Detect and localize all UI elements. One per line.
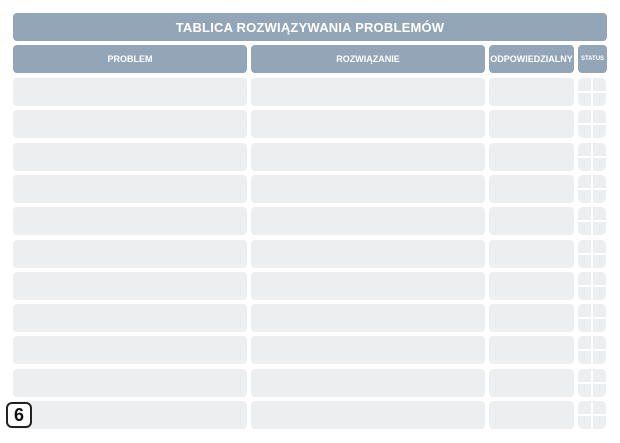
status-cell[interactable] bbox=[578, 369, 606, 397]
responsible-cell[interactable] bbox=[489, 78, 574, 106]
status-quadrant[interactable] bbox=[593, 384, 606, 397]
responsible-cell[interactable] bbox=[489, 175, 574, 203]
responsible-cell[interactable] bbox=[489, 304, 574, 332]
status-quadrant[interactable] bbox=[593, 190, 606, 203]
header-solution: ROZWIĄZANIE bbox=[251, 45, 485, 73]
header-problem: PROBLEM bbox=[13, 45, 247, 73]
status-quadrant[interactable] bbox=[578, 369, 591, 382]
responsible-cell[interactable] bbox=[489, 143, 574, 171]
responsible-cell[interactable] bbox=[489, 401, 574, 429]
status-quadrant[interactable] bbox=[593, 110, 606, 123]
solution-cell[interactable] bbox=[251, 240, 485, 268]
problem-cell[interactable] bbox=[13, 369, 247, 397]
status-quadrant[interactable] bbox=[578, 207, 591, 220]
solution-cell[interactable] bbox=[251, 369, 485, 397]
status-quadrant[interactable] bbox=[578, 384, 591, 397]
status-cell[interactable] bbox=[578, 78, 606, 106]
status-quadrant[interactable] bbox=[593, 78, 606, 91]
status-quadrant[interactable] bbox=[578, 190, 591, 203]
status-cell[interactable] bbox=[578, 401, 606, 429]
status-cell[interactable] bbox=[578, 175, 606, 203]
status-cell[interactable] bbox=[578, 143, 606, 171]
status-quadrant[interactable] bbox=[578, 401, 591, 414]
status-quadrant[interactable] bbox=[593, 175, 606, 188]
status-quadrant[interactable] bbox=[578, 255, 591, 268]
status-quadrant[interactable] bbox=[578, 336, 591, 349]
status-quadrant[interactable] bbox=[578, 287, 591, 300]
status-quadrant[interactable] bbox=[578, 319, 591, 332]
solution-cell[interactable] bbox=[251, 336, 485, 364]
responsible-cell[interactable] bbox=[489, 272, 574, 300]
status-quadrant[interactable] bbox=[593, 416, 606, 429]
solution-cell[interactable] bbox=[251, 272, 485, 300]
responsible-cell[interactable] bbox=[489, 369, 574, 397]
status-quadrant[interactable] bbox=[593, 222, 606, 235]
status-quadrant[interactable] bbox=[593, 369, 606, 382]
problem-cell[interactable] bbox=[13, 110, 247, 138]
problem-cell[interactable] bbox=[13, 336, 247, 364]
page-number: 6 bbox=[6, 402, 32, 428]
status-quadrant[interactable] bbox=[578, 125, 591, 138]
status-quadrant[interactable] bbox=[593, 240, 606, 253]
problem-cell[interactable] bbox=[13, 207, 247, 235]
status-cell[interactable] bbox=[578, 240, 606, 268]
status-cell[interactable] bbox=[578, 272, 606, 300]
status-quadrant[interactable] bbox=[593, 336, 606, 349]
solution-cell[interactable] bbox=[251, 143, 485, 171]
solution-cell[interactable] bbox=[251, 78, 485, 106]
status-quadrant[interactable] bbox=[578, 93, 591, 106]
status-quadrant[interactable] bbox=[593, 319, 606, 332]
status-quadrant[interactable] bbox=[593, 304, 606, 317]
status-quadrant[interactable] bbox=[593, 93, 606, 106]
status-quadrant[interactable] bbox=[593, 158, 606, 171]
status-quadrant[interactable] bbox=[593, 143, 606, 156]
problem-cell[interactable] bbox=[13, 240, 247, 268]
solution-cell[interactable] bbox=[251, 304, 485, 332]
solution-cell[interactable] bbox=[251, 175, 485, 203]
status-quadrant[interactable] bbox=[578, 78, 591, 91]
status-quadrant[interactable] bbox=[578, 240, 591, 253]
status-cell[interactable] bbox=[578, 336, 606, 364]
status-quadrant[interactable] bbox=[593, 255, 606, 268]
status-cell[interactable] bbox=[578, 304, 606, 332]
status-quadrant[interactable] bbox=[578, 110, 591, 123]
status-quadrant[interactable] bbox=[578, 416, 591, 429]
status-quadrant[interactable] bbox=[593, 287, 606, 300]
table-title: TABLICA ROZWIĄZYWANIA PROBLEMÓW bbox=[13, 13, 607, 41]
problem-cell[interactable] bbox=[13, 304, 247, 332]
responsible-cell[interactable] bbox=[489, 240, 574, 268]
status-quadrant[interactable] bbox=[578, 143, 591, 156]
solution-cell[interactable] bbox=[251, 207, 485, 235]
responsible-cell[interactable] bbox=[489, 336, 574, 364]
problem-cell[interactable] bbox=[13, 78, 247, 106]
status-quadrant[interactable] bbox=[578, 304, 591, 317]
status-quadrant[interactable] bbox=[578, 175, 591, 188]
status-quadrant[interactable] bbox=[593, 401, 606, 414]
status-quadrant[interactable] bbox=[578, 272, 591, 285]
status-quadrant[interactable] bbox=[593, 272, 606, 285]
status-quadrant[interactable] bbox=[593, 207, 606, 220]
status-quadrant[interactable] bbox=[578, 351, 591, 364]
problem-cell[interactable] bbox=[13, 143, 247, 171]
problem-cell[interactable] bbox=[13, 272, 247, 300]
problem-cell[interactable] bbox=[13, 175, 247, 203]
problem-cell[interactable] bbox=[13, 401, 247, 429]
responsible-cell[interactable] bbox=[489, 207, 574, 235]
status-quadrant[interactable] bbox=[593, 351, 606, 364]
solution-cell[interactable] bbox=[251, 110, 485, 138]
status-cell[interactable] bbox=[578, 207, 606, 235]
status-quadrant[interactable] bbox=[578, 158, 591, 171]
header-responsible: ODPOWIEDZIALNY bbox=[489, 45, 574, 73]
status-quadrant[interactable] bbox=[593, 125, 606, 138]
responsible-cell[interactable] bbox=[489, 110, 574, 138]
header-status: STATUS bbox=[578, 45, 607, 73]
status-quadrant[interactable] bbox=[578, 222, 591, 235]
status-cell[interactable] bbox=[578, 110, 606, 138]
solution-cell[interactable] bbox=[251, 401, 485, 429]
